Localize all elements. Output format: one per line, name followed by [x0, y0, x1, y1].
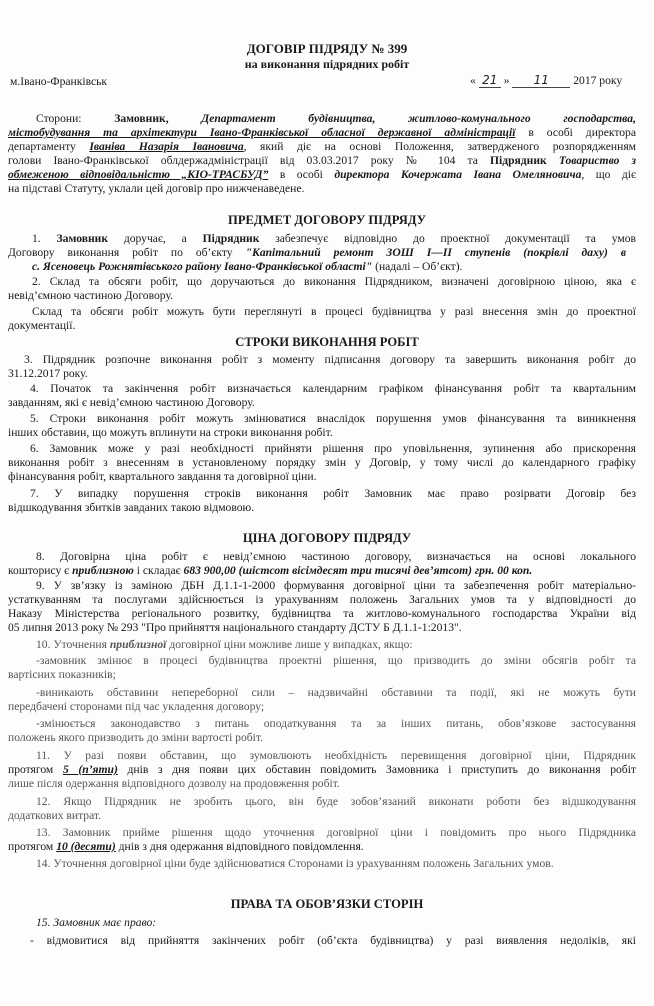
- clause-10-case-1-line-1: -замовник змінює в процесі будівництва проектні рішення, що призводить до зміни обсягів робіт та: [36, 654, 636, 667]
- customer-name-part1: Департамент будівництва, житлово-комунального господарства,: [201, 112, 636, 125]
- clause-4-line-1: 4. Початок та закінчення робіт визначається календарним графіком фінансування робіт та квартальним: [30, 382, 636, 395]
- clause-10-case-2-line-1: -виникають обставини непереборної сили – надзвичайні обставини та події, які не можуть бути: [36, 686, 636, 699]
- clause-10-case-3-line-1: -змінюється законодавство з питань оподаткування та за інших питань, обов’язкове застосування: [36, 717, 636, 730]
- clause-9-line-4: 05 липня 2013 року № 293 "Про прийняття національного стандарту ДСТУ Б Д.1.1-1:2013".: [8, 621, 462, 634]
- clause-6-line-2: виконання робіт з внесенням в установленому порядку змін у Договір, у тому числі до календарного графіку: [8, 456, 636, 469]
- text-fragment: Підрядник: [202, 232, 260, 245]
- clause-9-line-1: 9. У зв’язку із заміною ДБН Д.1.1-1-2000 формування договірної ціни та забезпечення робіт матеріально-: [36, 579, 636, 592]
- section-heading-subject: ПРЕДМЕТ ДОГОВОРУ ПІДРЯДУ: [228, 213, 426, 227]
- clause-2b-line-2: документації.: [8, 319, 76, 332]
- clause-10-case-2-line-2: передбачені сторонами під час укладення договору;: [8, 700, 265, 713]
- clause-10-intro: [36, 638, 413, 651]
- clause-12-line-2: додаткових витрат.: [8, 809, 102, 822]
- parties-label: Сторони:: [36, 112, 82, 125]
- text-fragment: доручає, а: [123, 232, 187, 245]
- parties-line-1: [36, 112, 636, 125]
- date-year: 2017 року: [573, 74, 623, 87]
- section-heading-price: ЦІНА ДОГОВОРУ ПІДРЯДУ: [242, 531, 412, 545]
- clause-5-line-2: інших обставин, що можуть вплинути на строки виконання робіт.: [8, 426, 333, 439]
- clause-7-line-1: 7. У випадку порушення строків виконання робіт Замовник має право розірвати Договір без: [30, 487, 636, 500]
- text-fragment: кошторису є: [8, 564, 70, 577]
- parties-line-6: на підставі Статуту, уклали цей договір про нижченаведене.: [8, 182, 305, 195]
- clause-6-line-1: 6. Замовник може у разі необхідності прийняти рішення про уповільнення, зупинення або прискорення: [30, 442, 636, 455]
- text-fragment: , що діє: [581, 168, 636, 181]
- text-fragment: протягом: [8, 840, 54, 853]
- decision-days: 10 (десяти): [56, 840, 116, 853]
- parties-line-5: [8, 168, 636, 181]
- clause-8-line-1: 8. Договірна ціна робіт є невід’ємною частиною договору, визначається на основі локального: [36, 550, 636, 563]
- contractor-name-part1: Товариство з: [558, 154, 636, 167]
- contractor-director: директора Кочержата Івана Омеляновича: [334, 168, 582, 181]
- contract-date: [470, 74, 622, 88]
- clause-9-line-2: устаткуванням та послугами здійснюється із урахуванням положень Загальних умов та у відповідності до: [8, 593, 636, 606]
- parties-line-3: [8, 140, 636, 153]
- text-fragment: (надалі – Об’єкт).: [375, 260, 463, 273]
- text-fragment: Замовник: [56, 232, 109, 245]
- clause-11-line-1: 11. У разі появи обставин, що зумовлюють необхідність перевищення договірної ціни, Підрядник: [36, 749, 636, 762]
- approx-word: приблизною: [72, 564, 134, 577]
- clause-9-line-3: Наказу Міністерства регіонального розвитку, будівництва та житлово-комунального господарства України від: [8, 607, 636, 620]
- text-fragment: 1.: [32, 232, 41, 245]
- clause-10-case-3-line-2: положень якого призводить до зміни вартості робіт.: [8, 731, 263, 744]
- clause-7-line-2: відшкодування збитків завданих такою відмовою.: [8, 501, 255, 514]
- object-name-part2: с. Ясеновець Рожнятівського району Івано-Франківської області": [32, 260, 373, 273]
- clause-2-line-2: невід’ємною частиною Договору.: [8, 289, 173, 302]
- text-fragment: голови Івано-Франківської облдержадміністрації від 03.03.2017 року № 104 та: [8, 154, 478, 167]
- clause-11-line-2: [8, 763, 636, 776]
- text-fragment: протягом: [8, 763, 54, 776]
- text-fragment: Договору виконання робіт по об’єкту: [8, 246, 233, 259]
- text-fragment: 10. Уточнення: [36, 638, 107, 651]
- clause-13-line-2: [8, 840, 364, 853]
- contract-title: ДОГОВІР ПІДРЯДУ № 399: [246, 41, 408, 56]
- customer-label: Замовник,: [114, 112, 169, 125]
- city-label: м.Івано-Франківськ: [10, 75, 108, 88]
- clause-6-line-3: фінансування робіт, квартального завдання та договірної ціни.: [8, 470, 317, 483]
- text-fragment: в особі директора: [528, 126, 636, 139]
- date-open-quote: «: [470, 74, 476, 87]
- director-name: Іваніва Назарія Івановича: [89, 140, 244, 153]
- date-close-quote: »: [503, 74, 510, 87]
- clause-13-line-1: 13. Замовник прийме рішення щодо уточнення договірної ціни і повідомить про нього Підрядника: [36, 826, 636, 839]
- clause-15-item-1: - відмовитися від прийняття закінчених робіт (об’єкта будівництва) у разі виявлення недоліків, які: [30, 934, 636, 947]
- clause-15: 15. Замовник має право:: [36, 916, 157, 929]
- clause-12-line-1: 12. Якщо Підрядник не зробить цього, він буде зобов’язаний виконати роботи без відшкодування: [36, 795, 636, 808]
- text-fragment: і складає: [136, 564, 181, 577]
- date-month-handwritten: 11: [512, 74, 570, 88]
- clause-5-line-1: 5. Строки виконання робіт можуть змінюватися внаслідок порушення умов фінансування та виникнення: [30, 412, 636, 425]
- text-fragment: забезпечує відповідно до проектної документації та умов: [275, 232, 636, 245]
- clause-1-line-2: [8, 246, 626, 259]
- object-name-part1: "Капітальний ремонт ЗОШ І—ІІ ступенів (покрівлі даху) в: [245, 246, 626, 259]
- clause-3-line-1: 3. Підрядник розпочне виконання робіт з моменту підписання договору та завершить виконання робіт до: [24, 353, 636, 366]
- clause-14: 14. Уточнення договірної ціни буде здійснюватися Сторонами із урахуванням положень Загальних умов.: [36, 857, 554, 870]
- text-fragment: , який діє на основі Положення, затвердженого розпорядженням: [243, 140, 636, 153]
- clause-11-line-3: лише після одержання відповідного дозволу на продовження робіт.: [8, 777, 340, 790]
- text-fragment: днів з дня одержання відповідного повідомлення.: [118, 840, 364, 853]
- clause-3-line-2: 31.12.2017 року.: [8, 367, 88, 380]
- clause-1-line-1: [32, 232, 636, 245]
- date-day-handwritten: 21: [479, 74, 501, 88]
- clause-2-line-1: 2. Склад та обсяги робіт, що доручаються до виконання Підрядником, визначені договірною ціною, яка є: [32, 275, 636, 288]
- text-fragment: приблизної: [109, 638, 167, 651]
- clause-10-case-1-line-2: вартісних показників;: [8, 668, 116, 681]
- contract-subtitle: на виконання підрядних робіт: [244, 57, 410, 71]
- notify-days: 5 (п’яти): [62, 763, 118, 776]
- customer-name-part2: містобудування та архітектури Івано-Франківської обласної державної адміністрації: [8, 126, 516, 139]
- text-fragment: договірної ціни можливе лише у випадках, якщо:: [169, 638, 413, 651]
- contractor-label: Підрядник: [489, 154, 547, 167]
- clause-1-line-3: [32, 260, 462, 273]
- parties-line-4: [8, 154, 636, 167]
- contract-price: 683 900,00 (шістсот вісімдесят три тисячі дев’ятсот) грн. 00 коп.: [183, 564, 533, 577]
- clause-2b-line-1: Склад та обсяги робіт можуть бути переглянуті в процесі будівництва у разі внесення змін до проектної: [32, 305, 636, 318]
- parties-line-2: [8, 126, 636, 139]
- clause-4-line-2: завданням, які є невід’ємною частиною Договору.: [8, 396, 255, 409]
- section-heading-terms: СТРОКИ ВИКОНАННЯ РОБІТ: [235, 335, 419, 349]
- contractor-name-part2: обмеженою відповідальністю „КІО-ТРАСБУД”: [8, 168, 269, 181]
- text-fragment: департаменту: [8, 140, 76, 153]
- clause-8-line-2: [8, 564, 532, 577]
- text-fragment: днів з дня появи цих обставин повідомить Замовника і приступить до виконання робіт: [127, 763, 636, 776]
- text-fragment: в особі: [279, 168, 323, 181]
- section-heading-rights: ПРАВА ТА ОБОВ’ЯЗКИ СТОРІН: [230, 897, 424, 911]
